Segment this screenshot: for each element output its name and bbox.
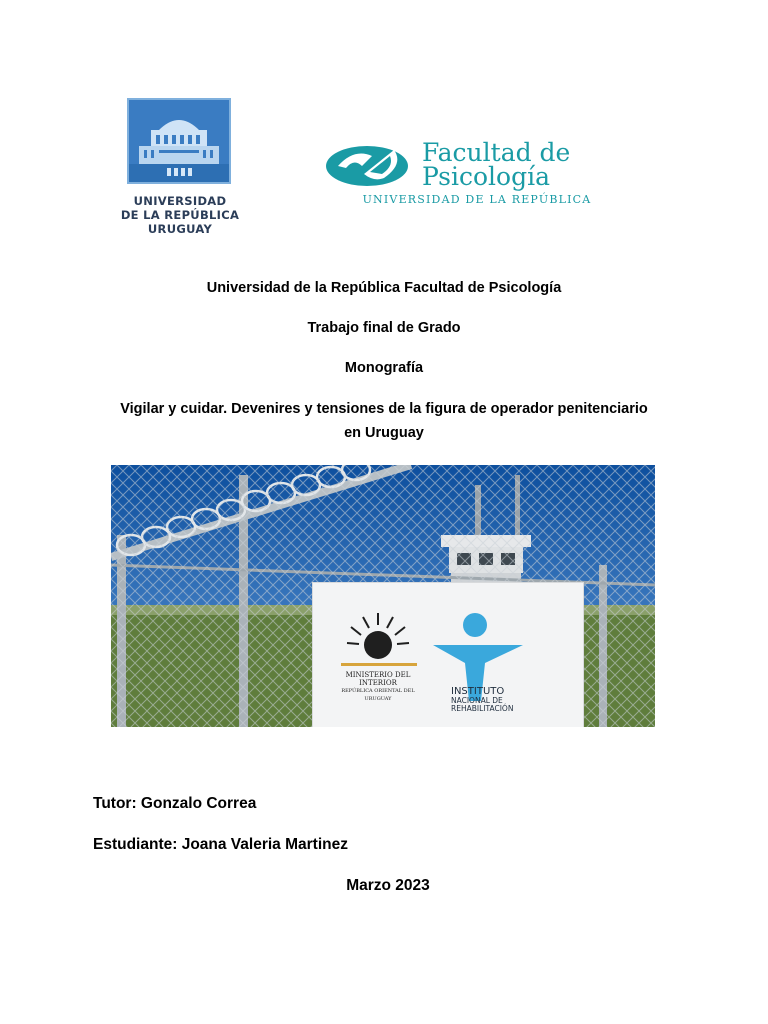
udelar-logo-line-2: DE LA REPÚBLICA — [120, 208, 240, 222]
submission-date: Marzo 2023 — [346, 877, 430, 894]
facultad-subtitle: UNIVERSIDAD DE LA REPÚBLICA — [362, 193, 592, 206]
sign-ministry-text — [333, 671, 423, 703]
tutor-line: Tutor: Gonzalo Correa — [93, 795, 257, 812]
student-line: Estudiante: Joana Valeria Martinez — [93, 836, 348, 853]
facultad-title-line-2: Psicología — [422, 162, 550, 191]
university-building-icon — [127, 98, 231, 184]
sign-inr-line-3: REHABILITACIÓN — [451, 704, 514, 713]
institution-heading: Universidad de la República Facultad de Psicología — [206, 280, 562, 296]
udelar-logo — [110, 98, 250, 240]
udelar-logo-line-1: UNIVERSIDAD — [133, 194, 227, 208]
sign-inr-line-1: INSTITUTO — [451, 686, 505, 697]
sign-inr-line-2: NACIONAL DE — [451, 696, 503, 705]
sign-inr-text — [451, 687, 571, 713]
cover-photo — [111, 465, 655, 727]
sign-ministry-line-1: MINISTERIO DEL INTERIOR — [345, 671, 411, 687]
prison-sign — [313, 583, 583, 727]
psicologia-mark-icon — [324, 144, 410, 188]
work-type: Trabajo final de Grado — [307, 320, 461, 336]
udelar-logo-line-3: URUGUAY — [147, 222, 213, 236]
document-format: Monografía — [344, 360, 424, 376]
thesis-title-line-2: en Uruguay — [344, 425, 424, 441]
ministerio-sun-emblem-icon — [341, 613, 417, 666]
facultad-title-line-1: Facultad de — [422, 138, 571, 167]
sign-ministry-line-2: REPÚBLICA ORIENTAL DEL URUGUAY — [341, 688, 415, 702]
thesis-title-line-1: Vigilar y cuidar. Devenires y tensiones de la figura de operador penitenciario — [120, 401, 648, 417]
facultad-psicologia-logo — [320, 138, 632, 210]
